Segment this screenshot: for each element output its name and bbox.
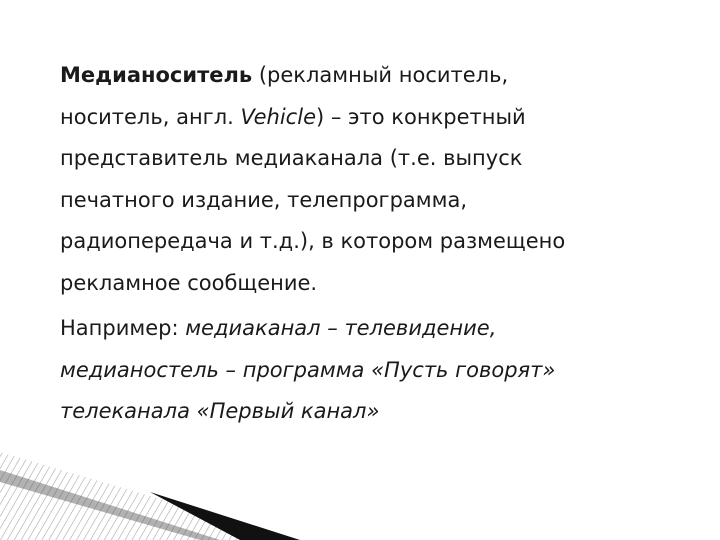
- example-paragraph: [60, 308, 720, 433]
- example-line-2: медианостель – программа «Пусть говорят»: [60, 357, 556, 382]
- term-note: (рекламный носитель,: [252, 63, 509, 87]
- dark-wedge: [150, 492, 300, 540]
- definition-text: ) – это конкретный: [315, 104, 526, 129]
- example-line-1: [60, 308, 720, 350]
- definition-line-4: печатного издание, телепрограмма,: [60, 187, 468, 212]
- grey-wedge: [0, 470, 220, 540]
- definition-paragraph: [60, 55, 720, 304]
- definition-line-2: [60, 97, 720, 139]
- definition-line-5: радиопередача и т.д.), в котором размещено: [60, 229, 566, 253]
- slide-body: [60, 55, 720, 433]
- hatched-band: [0, 452, 300, 540]
- english-term: Vehicle: [240, 104, 316, 129]
- term-title: Медианоситель: [60, 63, 253, 87]
- example-text: медиаканал – телевидение,: [185, 316, 497, 340]
- definition-text: носитель, англ.: [60, 104, 241, 129]
- example-line-3: телеканала «Первый канал»: [60, 399, 380, 423]
- example-lead: Например:: [60, 316, 186, 340]
- definition-line-3: представитель медиаканала (т.е. выпуск: [60, 146, 523, 170]
- definition-line-1: [60, 55, 720, 97]
- definition-line-6: рекламное сообщение.: [60, 270, 318, 295]
